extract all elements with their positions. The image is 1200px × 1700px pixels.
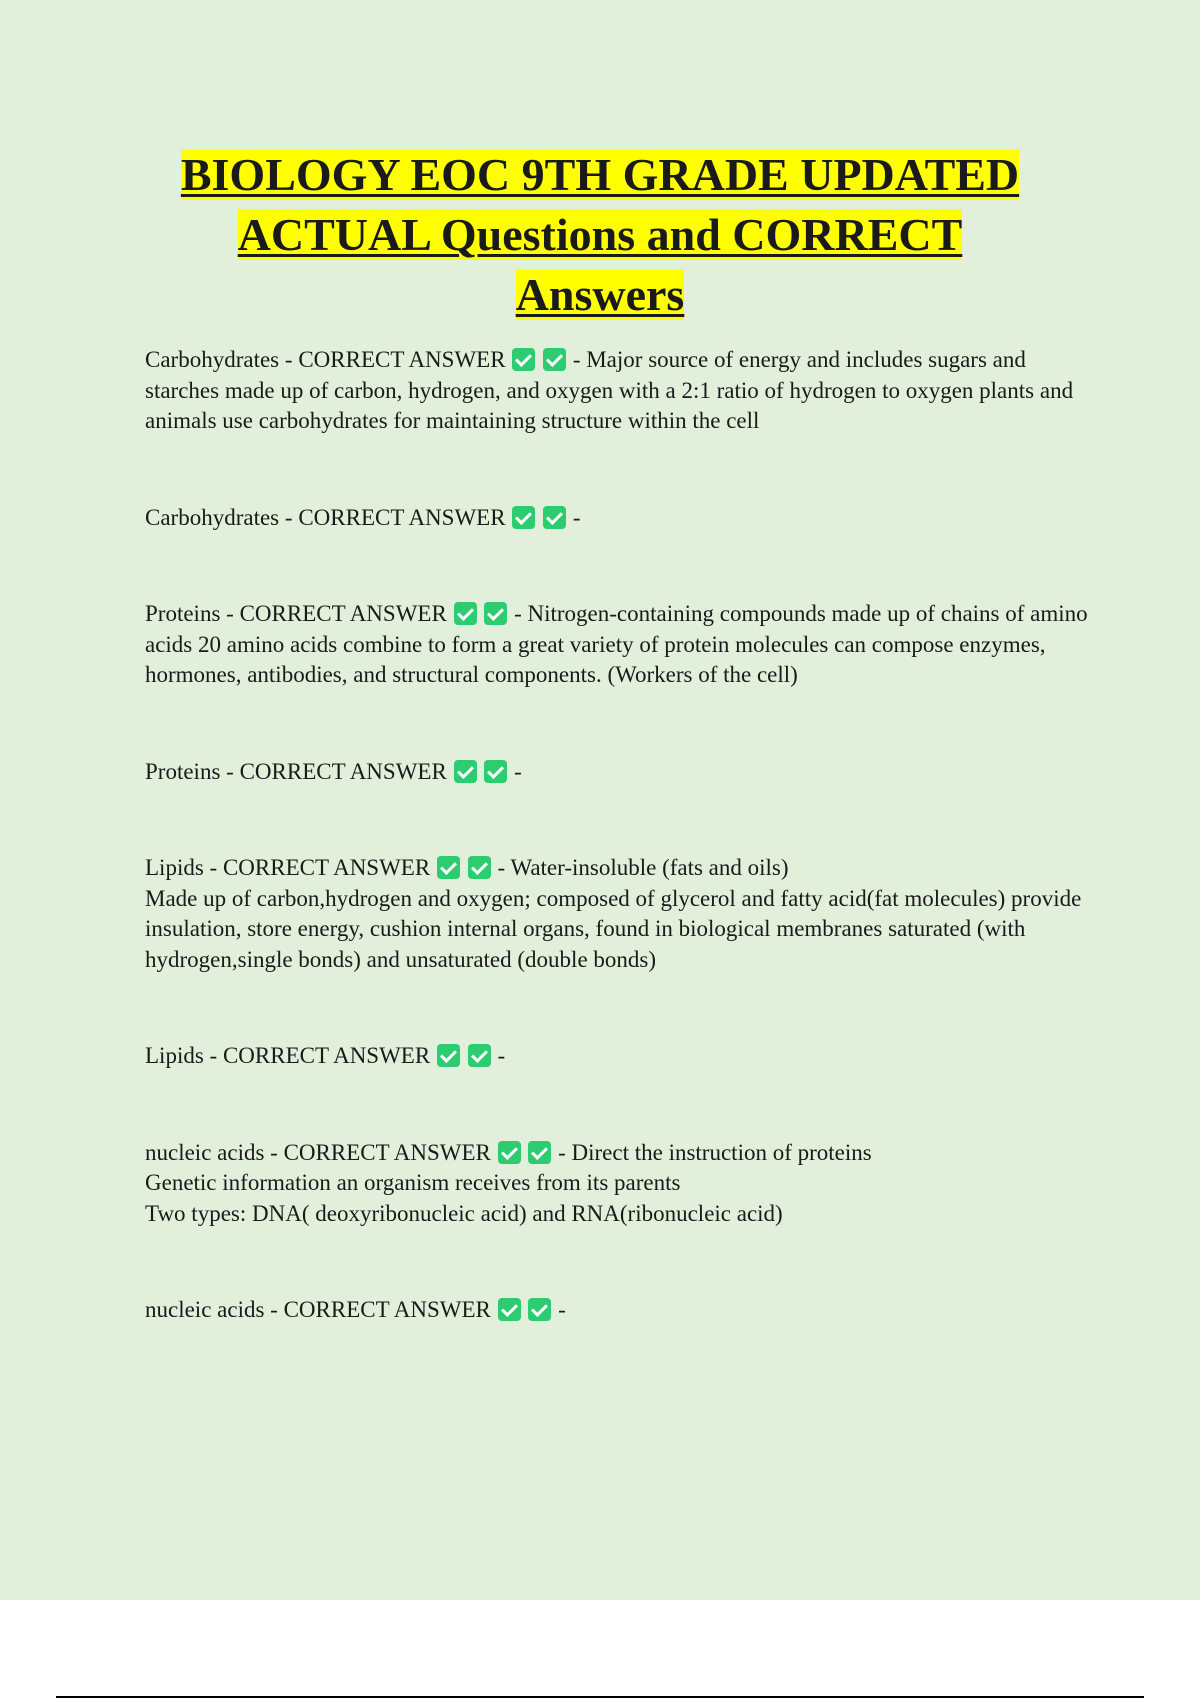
check-mark-icon xyxy=(468,856,491,879)
definition: Direct the instruction of proteins xyxy=(571,1139,872,1165)
qa-entry-line: nucleic acids - CORRECT ANSWER - xyxy=(145,1297,566,1322)
qa-entry xyxy=(145,1295,1095,1326)
check-mark-icon xyxy=(528,1141,551,1164)
definition-paragraph: Genetic information an organism receives from its parents xyxy=(145,1170,681,1195)
answer-marker: CORRECT ANSWER xyxy=(298,504,506,530)
check-mark-icon xyxy=(484,602,507,625)
qa-entry xyxy=(145,1138,1095,1230)
qa-entry xyxy=(145,853,1095,975)
check-mark-icon xyxy=(454,602,477,625)
definition-paragraph: Two types: DNA( deoxyribonucleic acid) and RNA(ribonucleic acid) xyxy=(145,1200,783,1226)
check-mark-icon xyxy=(498,1141,521,1164)
term: Lipids xyxy=(145,855,204,880)
title-line: Answers xyxy=(515,269,685,320)
term: Proteins xyxy=(145,601,221,626)
answer-marker: CORRECT ANSWER xyxy=(239,758,447,784)
check-mark-icon xyxy=(543,348,566,371)
answer-marker: CORRECT ANSWER xyxy=(239,601,447,626)
check-mark-icon xyxy=(512,506,535,529)
qa-entry-line: Lipids - CORRECT ANSWER - xyxy=(145,1043,506,1068)
qa-entry-line: nucleic acids - CORRECT ANSWER - Direct the instruction of proteins xyxy=(145,1139,872,1165)
check-mark-icon xyxy=(437,1044,460,1067)
qa-entry xyxy=(145,599,1095,691)
answer-marker: CORRECT ANSWER xyxy=(283,1139,491,1165)
qa-entry-line: Proteins - CORRECT ANSWER - xyxy=(145,758,522,784)
answer-marker: CORRECT ANSWER xyxy=(283,1297,491,1322)
term: Carbohydrates xyxy=(145,504,280,530)
qa-list xyxy=(145,345,1095,1326)
document-title xyxy=(0,145,1200,325)
answer-marker: CORRECT ANSWER xyxy=(222,1043,431,1068)
title-line: BIOLOGY EOC 9TH GRADE UPDATED xyxy=(180,149,1020,200)
answer-marker: CORRECT ANSWER xyxy=(222,855,431,880)
answer-marker: CORRECT ANSWER xyxy=(298,347,506,372)
check-mark-icon xyxy=(484,760,507,783)
term: Proteins xyxy=(145,758,221,784)
qa-entry-line: Carbohydrates - CORRECT ANSWER - xyxy=(145,504,581,530)
footer-divider xyxy=(56,1696,1144,1698)
check-mark-icon xyxy=(512,348,535,371)
term: Carbohydrates xyxy=(145,347,280,372)
qa-entry-line: Proteins - CORRECT ANSWER - Nitrogen-containing compounds made up of chains of amino acids 20 amino acids combine to form a great variety of protein molecules can compose enzymes, hormones, antibodies, and structural components. (Workers of the cell) xyxy=(145,601,1088,687)
qa-entry-line: Lipids - CORRECT ANSWER - Water-insoluble (fats and oils) xyxy=(145,855,789,880)
check-mark-icon xyxy=(498,1298,521,1321)
term: nucleic acids xyxy=(145,1139,265,1165)
qa-entry-line: Carbohydrates - CORRECT ANSWER - Major source of energy and includes sugars and starches made up of carbon, hydrogen, and oxygen with a 2:1 ratio of hydrogen to oxygen plants and animals use carbohydrates for maintaining structure within the cell xyxy=(145,347,1074,433)
check-mark-icon xyxy=(543,506,566,529)
check-mark-icon xyxy=(468,1044,491,1067)
check-mark-icon xyxy=(454,760,477,783)
check-mark-icon xyxy=(437,856,460,879)
definition-paragraph: Made up of carbon,hydrogen and oxygen; composed of glycerol and fatty acid(fat molecules) provide insulation, store energy, cushion internal organs, found in biological membranes saturated (with hydrogen,single bonds) and unsaturated (double bonds) xyxy=(145,885,1082,972)
term: Lipids xyxy=(145,1043,204,1068)
definition: Nitrogen-containing compounds made up of chains of amino acids 20 amino acids combine to form a great variety of protein molecules can compose enzymes, hormones, antibodies, and structural components. (Workers of the cell) xyxy=(145,601,1088,687)
title-line: ACTUAL Questions and CORRECT xyxy=(237,209,963,260)
qa-entry xyxy=(145,1041,1095,1072)
qa-entry xyxy=(145,757,1095,788)
qa-entry xyxy=(145,345,1095,437)
check-mark-icon xyxy=(528,1298,551,1321)
term: nucleic acids xyxy=(145,1297,265,1322)
qa-entry xyxy=(145,503,1095,534)
definition: Water-insoluble (fats and oils) xyxy=(510,855,789,880)
definition: Major source of energy and includes sugars and starches made up of carbon, hydrogen, and oxygen with a 2:1 ratio of hydrogen to oxygen plants and animals use carbohydrates for maintaining structure within the cell xyxy=(145,347,1074,433)
